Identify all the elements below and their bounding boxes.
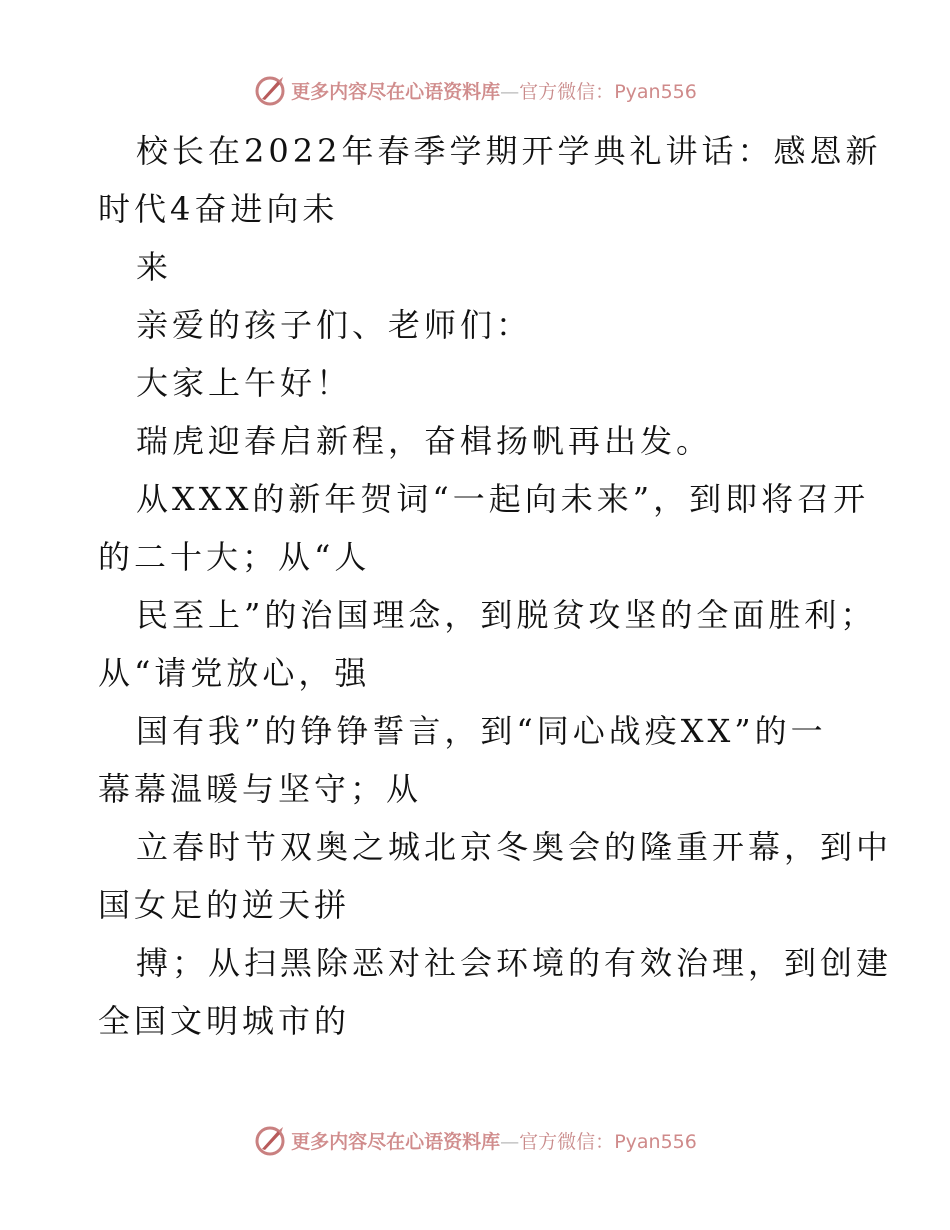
- watermark-wechat-id: Pyan556: [614, 80, 697, 103]
- text-line: 瑞虎迎春启新程，奋楫扬帆再出发。: [136, 422, 713, 460]
- text-line: 国有我”的铮铮誓言，到“同心战疫XX”的一: [136, 712, 827, 750]
- watermark-wechat-id: Pyan556: [614, 1130, 697, 1153]
- text-line: 民至上”的治国理念，到脱贫攻坚的全面胜利；: [136, 596, 877, 634]
- watermark-text: [291, 77, 697, 104]
- text-line: 校长在2022年春季学期开学典礼讲话：感恩新: [136, 132, 882, 170]
- text-line: 从XXX的新年贺词“一起向未来”，到即将召开: [136, 480, 870, 518]
- text-line: 来: [136, 248, 173, 286]
- watermark-suffix: 官方微信：: [519, 80, 615, 103]
- text-line: 搏；从扫黑除恶对社会环境的有效治理，到创建: [136, 944, 893, 982]
- footer-watermark: [0, 1120, 950, 1160]
- text-line: 的二十大；从“人: [98, 538, 371, 576]
- watermark-text: [291, 1127, 697, 1154]
- text-line: 时代4奋进向未: [98, 190, 339, 228]
- document-body: [98, 122, 893, 1050]
- quill-logo-icon: [253, 1123, 287, 1157]
- text-line: 亲爱的孩子们、老师们：: [136, 306, 533, 344]
- quill-logo-icon: [253, 73, 287, 107]
- text-line: 全国文明城市的: [98, 1002, 351, 1040]
- watermark-brand: 更多内容尽在心语资料库: [291, 80, 501, 103]
- text-line: 大家上午好！: [136, 364, 353, 402]
- text-line: 幕幕温暖与坚守；从: [98, 770, 423, 808]
- watermark-dash: —: [500, 1130, 520, 1153]
- text-line: 从“请党放心，强: [98, 654, 371, 692]
- watermark-brand: 更多内容尽在心语资料库: [291, 1130, 501, 1153]
- text-line: 立春时节双奥之城北京冬奥会的隆重开幕，到中: [136, 828, 893, 866]
- header-watermark: [0, 70, 950, 110]
- watermark-suffix: 官方微信：: [519, 1130, 615, 1153]
- text-line: 国女足的逆天拼: [98, 886, 351, 924]
- watermark-dash: —: [500, 80, 520, 103]
